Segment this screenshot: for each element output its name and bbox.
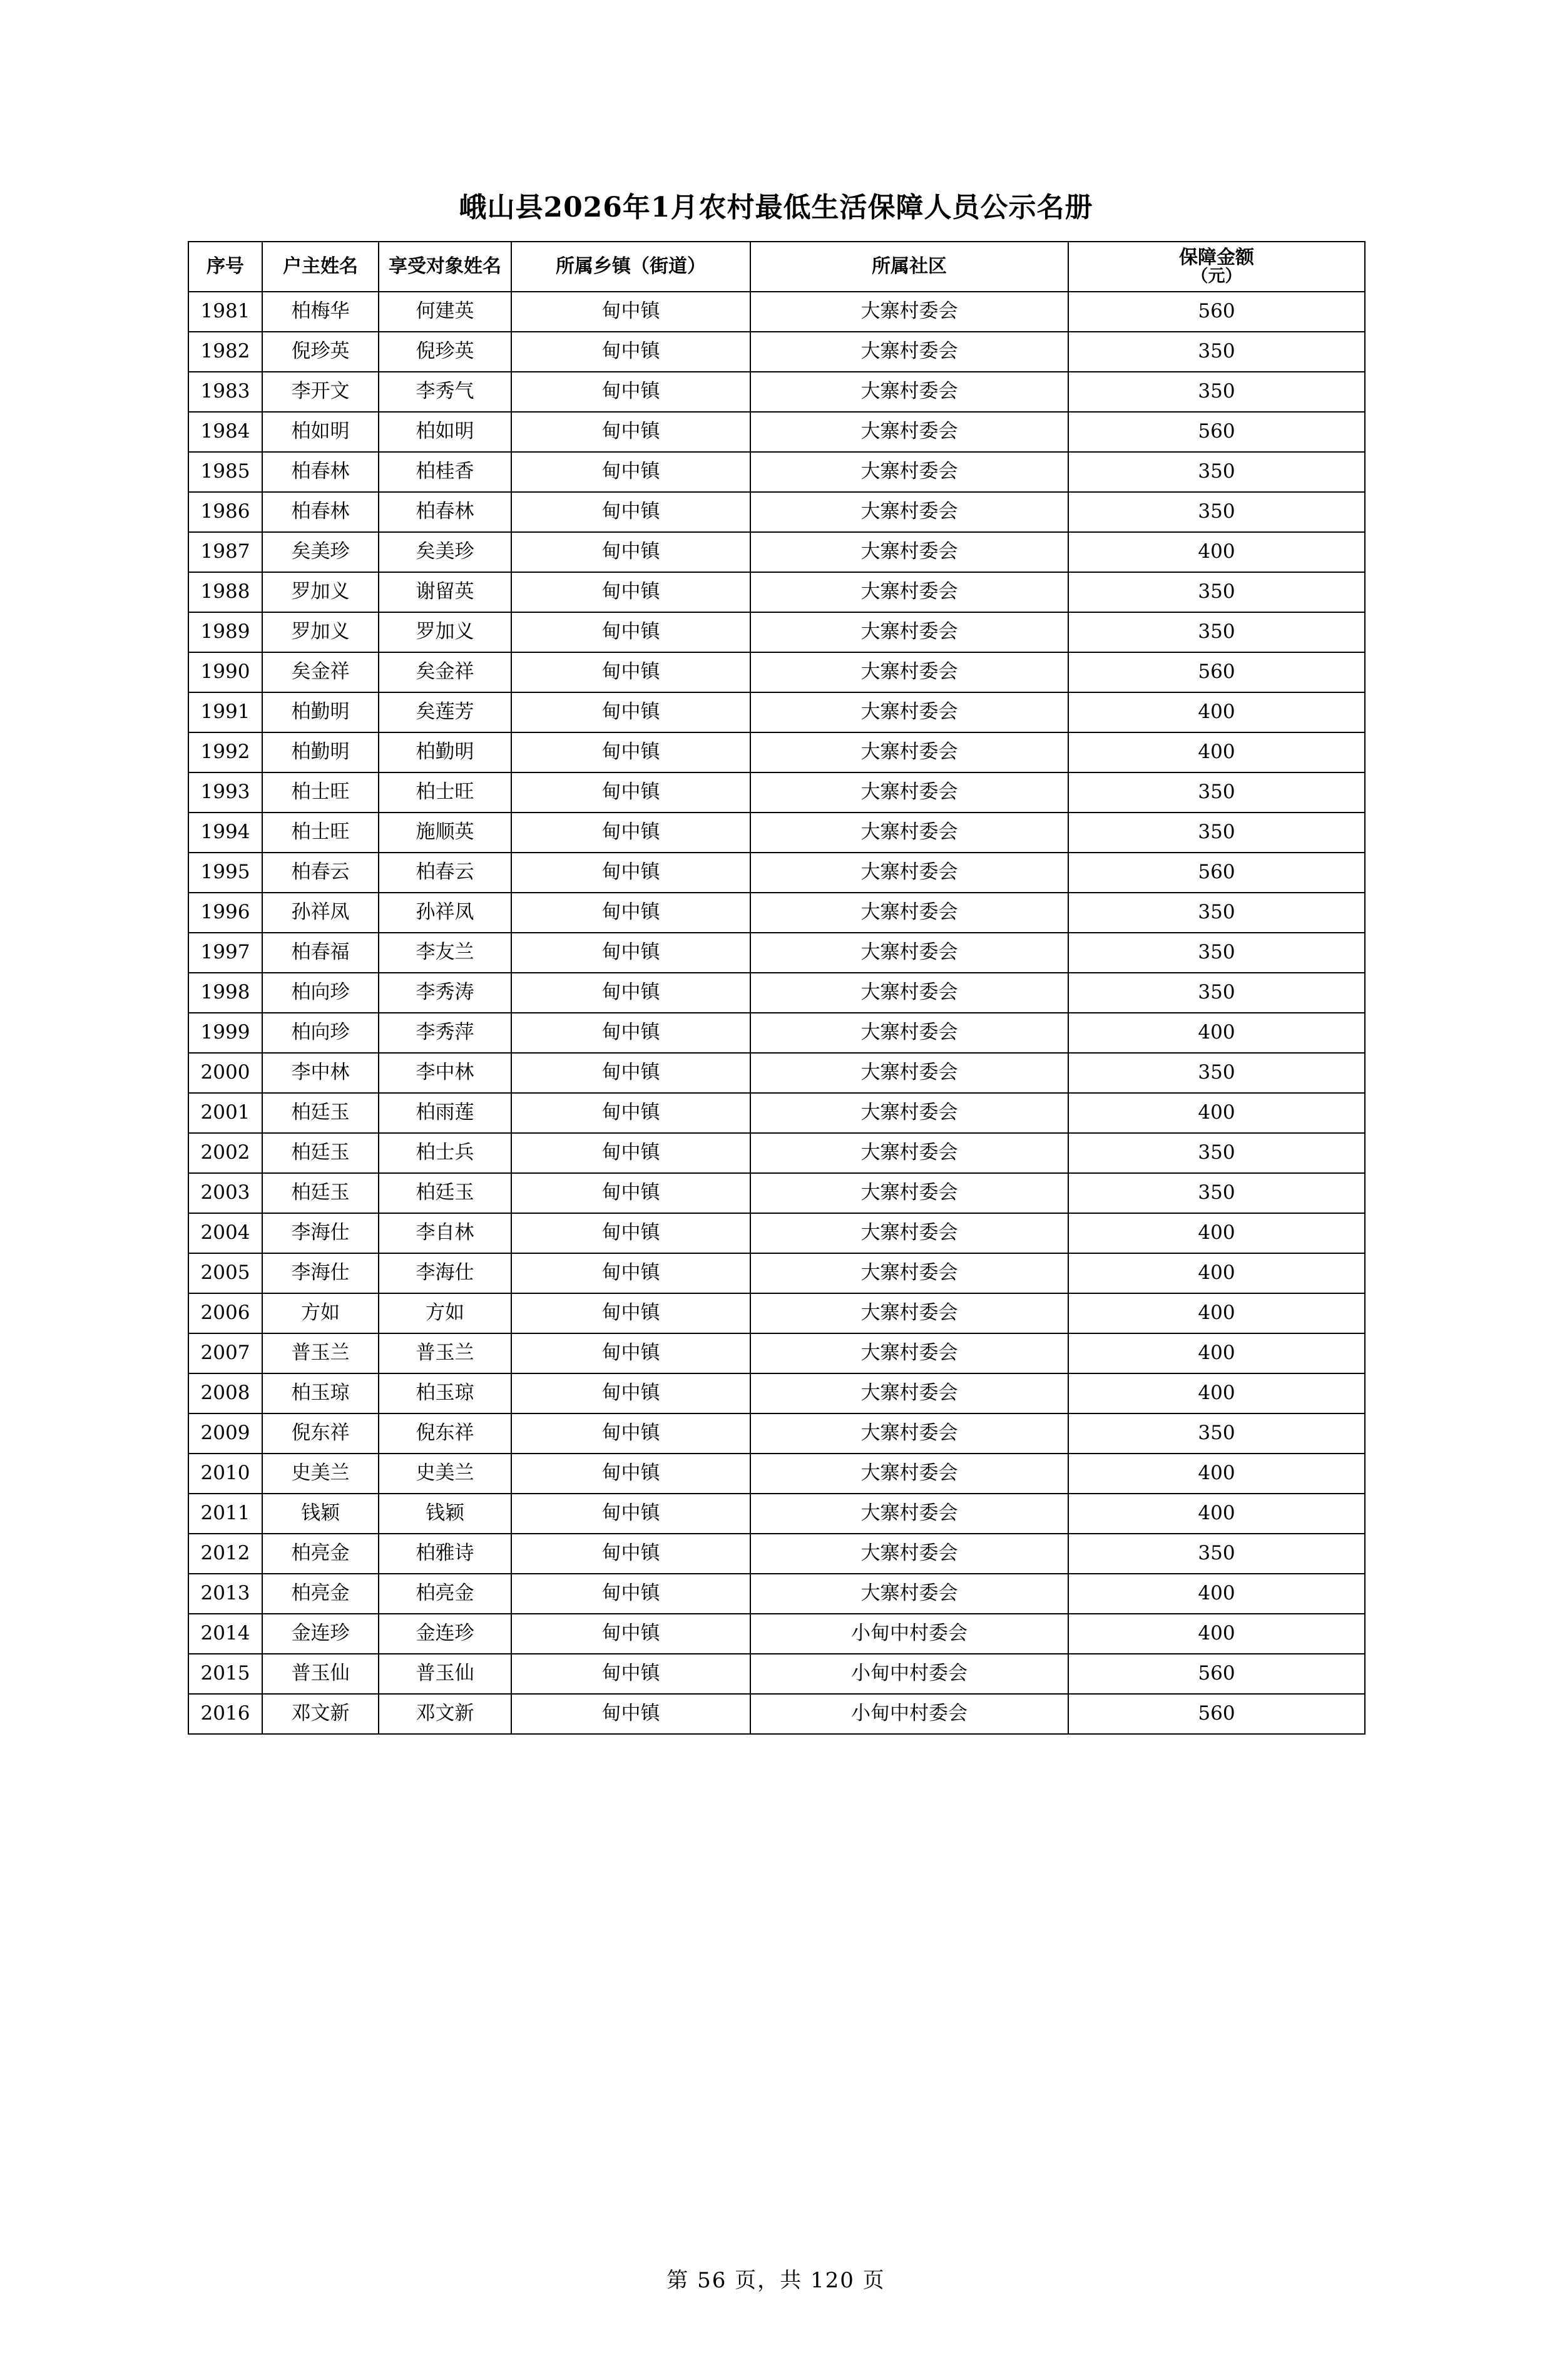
cell-amount: 350 — [1068, 612, 1365, 652]
cell-amount: 350 — [1068, 893, 1365, 933]
cell-community: 大寨村委会 — [750, 1293, 1068, 1333]
cell-town: 甸中镇 — [511, 372, 750, 412]
cell-householder: 金连珍 — [262, 1614, 379, 1654]
cell-amount: 350 — [1068, 572, 1365, 612]
cell-town: 甸中镇 — [511, 652, 750, 692]
table-row — [188, 732, 1365, 772]
table-row — [188, 853, 1365, 893]
cell-community: 大寨村委会 — [750, 1373, 1068, 1413]
cell-householder: 方如 — [262, 1293, 379, 1333]
cell-index: 2016 — [188, 1694, 262, 1734]
cell-index: 2006 — [188, 1293, 262, 1333]
cell-index: 2008 — [188, 1373, 262, 1413]
cell-index: 2015 — [188, 1654, 262, 1694]
cell-recipient: 柏亮金 — [379, 1574, 511, 1614]
roster-table-container — [188, 241, 1364, 1735]
column-header-amount-unit: （元） — [1191, 266, 1242, 286]
roster-table — [188, 241, 1366, 1735]
cell-town: 甸中镇 — [511, 532, 750, 572]
cell-amount: 350 — [1068, 1053, 1365, 1093]
cell-recipient: 李秀萍 — [379, 1013, 511, 1053]
cell-community: 大寨村委会 — [750, 933, 1068, 973]
cell-householder: 倪东祥 — [262, 1413, 379, 1454]
cell-town: 甸中镇 — [511, 692, 750, 732]
table-row — [188, 1133, 1365, 1173]
cell-community: 小甸中村委会 — [750, 1654, 1068, 1694]
cell-recipient: 柏士旺 — [379, 772, 511, 813]
cell-index: 2001 — [188, 1093, 262, 1133]
table-row — [188, 973, 1365, 1013]
cell-amount: 350 — [1068, 813, 1365, 853]
cell-community: 大寨村委会 — [750, 372, 1068, 412]
cell-householder: 柏亮金 — [262, 1574, 379, 1614]
cell-householder: 李海仕 — [262, 1253, 379, 1293]
cell-recipient: 柏春林 — [379, 492, 511, 532]
cell-recipient: 李海仕 — [379, 1253, 511, 1293]
cell-recipient: 罗加义 — [379, 612, 511, 652]
cell-amount: 560 — [1068, 1654, 1365, 1694]
cell-recipient: 矣金祥 — [379, 652, 511, 692]
cell-recipient: 谢留英 — [379, 572, 511, 612]
table-row — [188, 1454, 1365, 1494]
table-row — [188, 1093, 1365, 1133]
cell-index: 2003 — [188, 1173, 262, 1213]
cell-amount: 400 — [1068, 1293, 1365, 1333]
cell-index: 1982 — [188, 332, 262, 372]
cell-index: 1996 — [188, 893, 262, 933]
cell-householder: 柏玉琼 — [262, 1373, 379, 1413]
cell-householder: 李开文 — [262, 372, 379, 412]
column-header-householder: 户主姓名 — [262, 242, 379, 292]
cell-householder: 矣美珍 — [262, 532, 379, 572]
cell-town: 甸中镇 — [511, 933, 750, 973]
table-row — [188, 292, 1365, 332]
cell-community: 大寨村委会 — [750, 292, 1068, 332]
cell-town: 甸中镇 — [511, 612, 750, 652]
table-row — [188, 933, 1365, 973]
cell-community: 大寨村委会 — [750, 652, 1068, 692]
cell-community: 大寨村委会 — [750, 1053, 1068, 1093]
table-row — [188, 772, 1365, 813]
column-header-amount — [1068, 242, 1365, 292]
page-title: 峨山县2026年1月农村最低生活保障人员公示名册 — [459, 192, 1093, 223]
cell-index: 1986 — [188, 492, 262, 532]
cell-town: 甸中镇 — [511, 1574, 750, 1614]
cell-index: 2007 — [188, 1333, 262, 1373]
cell-recipient: 柏桂香 — [379, 452, 511, 492]
cell-amount: 350 — [1068, 1534, 1365, 1574]
cell-community: 大寨村委会 — [750, 612, 1068, 652]
cell-recipient: 柏玉琼 — [379, 1373, 511, 1413]
cell-town: 甸中镇 — [511, 1293, 750, 1333]
cell-recipient: 李自林 — [379, 1213, 511, 1253]
cell-recipient: 何建英 — [379, 292, 511, 332]
cell-householder: 柏春云 — [262, 853, 379, 893]
cell-town: 甸中镇 — [511, 332, 750, 372]
cell-town: 甸中镇 — [511, 1093, 750, 1133]
cell-recipient: 李友兰 — [379, 933, 511, 973]
cell-amount: 400 — [1068, 1614, 1365, 1654]
table-row — [188, 532, 1365, 572]
table-row — [188, 452, 1365, 492]
cell-recipient: 普玉仙 — [379, 1654, 511, 1694]
cell-town: 甸中镇 — [511, 1333, 750, 1373]
cell-community: 大寨村委会 — [750, 1494, 1068, 1534]
cell-index: 1995 — [188, 853, 262, 893]
cell-index: 2004 — [188, 1213, 262, 1253]
cell-amount: 400 — [1068, 692, 1365, 732]
table-row — [188, 492, 1365, 532]
cell-householder: 邓文新 — [262, 1694, 379, 1734]
cell-householder: 罗加义 — [262, 572, 379, 612]
cell-town: 甸中镇 — [511, 893, 750, 933]
cell-amount: 350 — [1068, 1413, 1365, 1454]
cell-amount: 400 — [1068, 1093, 1365, 1133]
cell-town: 甸中镇 — [511, 1413, 750, 1454]
cell-community: 大寨村委会 — [750, 1333, 1068, 1373]
cell-amount: 560 — [1068, 853, 1365, 893]
cell-index: 2012 — [188, 1534, 262, 1574]
cell-householder: 柏廷玉 — [262, 1093, 379, 1133]
cell-index: 1987 — [188, 532, 262, 572]
cell-recipient: 柏勤明 — [379, 732, 511, 772]
cell-index: 1999 — [188, 1013, 262, 1053]
table-row — [188, 1373, 1365, 1413]
table-header-row — [188, 242, 1365, 292]
page-footer: 第 56 页，共 120 页 — [666, 2268, 886, 2293]
cell-recipient: 倪珍英 — [379, 332, 511, 372]
table-row — [188, 893, 1365, 933]
cell-recipient: 施顺英 — [379, 813, 511, 853]
cell-amount: 560 — [1068, 292, 1365, 332]
cell-community: 大寨村委会 — [750, 1093, 1068, 1133]
table-row — [188, 1694, 1365, 1734]
cell-householder: 李海仕 — [262, 1213, 379, 1253]
cell-householder: 柏勤明 — [262, 692, 379, 732]
cell-community: 大寨村委会 — [750, 452, 1068, 492]
cell-recipient: 倪东祥 — [379, 1413, 511, 1454]
cell-recipient: 普玉兰 — [379, 1333, 511, 1373]
cell-index: 2011 — [188, 1494, 262, 1534]
cell-amount: 350 — [1068, 772, 1365, 813]
table-row — [188, 412, 1365, 452]
cell-amount: 350 — [1068, 973, 1365, 1013]
cell-town: 甸中镇 — [511, 292, 750, 332]
cell-index: 1981 — [188, 292, 262, 332]
cell-recipient: 李中林 — [379, 1053, 511, 1093]
cell-community: 大寨村委会 — [750, 973, 1068, 1013]
cell-town: 甸中镇 — [511, 1133, 750, 1173]
cell-householder: 柏勤明 — [262, 732, 379, 772]
cell-householder: 柏春福 — [262, 933, 379, 973]
column-header-index: 序号 — [188, 242, 262, 292]
cell-town: 甸中镇 — [511, 452, 750, 492]
cell-town: 甸中镇 — [511, 973, 750, 1013]
table-body — [188, 292, 1365, 1734]
cell-index: 1992 — [188, 732, 262, 772]
cell-community: 大寨村委会 — [750, 1574, 1068, 1614]
cell-householder: 柏春林 — [262, 452, 379, 492]
cell-recipient: 李秀涛 — [379, 973, 511, 1013]
cell-householder: 孙祥凤 — [262, 893, 379, 933]
table-header — [188, 242, 1365, 292]
column-header-recipient: 享受对象姓名 — [379, 242, 511, 292]
table-row — [188, 572, 1365, 612]
cell-community: 大寨村委会 — [750, 732, 1068, 772]
cell-community: 大寨村委会 — [750, 1253, 1068, 1293]
cell-amount: 400 — [1068, 1454, 1365, 1494]
cell-community: 小甸中村委会 — [750, 1694, 1068, 1734]
table-row — [188, 1293, 1365, 1333]
cell-town: 甸中镇 — [511, 732, 750, 772]
cell-householder: 柏梅华 — [262, 292, 379, 332]
cell-index: 1994 — [188, 813, 262, 853]
cell-town: 甸中镇 — [511, 1694, 750, 1734]
cell-amount: 350 — [1068, 332, 1365, 372]
cell-householder: 钱颖 — [262, 1494, 379, 1534]
cell-recipient: 柏士兵 — [379, 1133, 511, 1173]
cell-index: 2009 — [188, 1413, 262, 1454]
cell-community: 大寨村委会 — [750, 772, 1068, 813]
cell-amount: 350 — [1068, 492, 1365, 532]
cell-amount: 400 — [1068, 1213, 1365, 1253]
cell-amount: 350 — [1068, 933, 1365, 973]
table-row — [188, 692, 1365, 732]
cell-amount: 560 — [1068, 1694, 1365, 1734]
table-row — [188, 1053, 1365, 1093]
document-page — [0, 185, 1552, 2380]
cell-householder: 柏士旺 — [262, 772, 379, 813]
cell-householder: 罗加义 — [262, 612, 379, 652]
cell-amount: 400 — [1068, 1253, 1365, 1293]
table-row — [188, 1534, 1365, 1574]
cell-community: 大寨村委会 — [750, 412, 1068, 452]
cell-index: 1991 — [188, 692, 262, 732]
cell-town: 甸中镇 — [511, 1534, 750, 1574]
cell-amount: 350 — [1068, 1133, 1365, 1173]
cell-amount: 400 — [1068, 1013, 1365, 1053]
cell-index: 1989 — [188, 612, 262, 652]
cell-amount: 400 — [1068, 532, 1365, 572]
cell-amount: 400 — [1068, 1574, 1365, 1614]
table-row — [188, 332, 1365, 372]
cell-town: 甸中镇 — [511, 1373, 750, 1413]
cell-town: 甸中镇 — [511, 1253, 750, 1293]
cell-community: 大寨村委会 — [750, 813, 1068, 853]
cell-index: 1985 — [188, 452, 262, 492]
cell-householder: 柏廷玉 — [262, 1133, 379, 1173]
table-row — [188, 1654, 1365, 1694]
cell-community: 大寨村委会 — [750, 332, 1068, 372]
table-row — [188, 1614, 1365, 1654]
cell-index: 1997 — [188, 933, 262, 973]
cell-householder: 矣金祥 — [262, 652, 379, 692]
cell-index: 2013 — [188, 1574, 262, 1614]
cell-recipient: 李秀气 — [379, 372, 511, 412]
cell-community: 大寨村委会 — [750, 1413, 1068, 1454]
table-row — [188, 1574, 1365, 1614]
table-row — [188, 813, 1365, 853]
cell-recipient: 矣美珍 — [379, 532, 511, 572]
cell-index: 1983 — [188, 372, 262, 412]
cell-community: 大寨村委会 — [750, 1173, 1068, 1213]
cell-recipient: 柏春云 — [379, 853, 511, 893]
cell-index: 2014 — [188, 1614, 262, 1654]
cell-householder: 普玉仙 — [262, 1654, 379, 1694]
cell-amount: 400 — [1068, 1373, 1365, 1413]
cell-amount: 350 — [1068, 452, 1365, 492]
cell-town: 甸中镇 — [511, 1654, 750, 1694]
cell-recipient: 柏雨莲 — [379, 1093, 511, 1133]
cell-index: 2005 — [188, 1253, 262, 1293]
cell-town: 甸中镇 — [511, 813, 750, 853]
table-row — [188, 1173, 1365, 1213]
column-header-amount-label: 保障金额 — [1179, 247, 1254, 269]
cell-recipient: 孙祥凤 — [379, 893, 511, 933]
cell-recipient: 金连珍 — [379, 1614, 511, 1654]
cell-town: 甸中镇 — [511, 1173, 750, 1213]
cell-community: 大寨村委会 — [750, 492, 1068, 532]
table-row — [188, 1013, 1365, 1053]
cell-amount: 400 — [1068, 1333, 1365, 1373]
cell-amount: 560 — [1068, 652, 1365, 692]
table-row — [188, 612, 1365, 652]
column-header-community: 所属社区 — [750, 242, 1068, 292]
cell-community: 大寨村委会 — [750, 1013, 1068, 1053]
cell-householder: 柏廷玉 — [262, 1173, 379, 1213]
cell-householder: 普玉兰 — [262, 1333, 379, 1373]
cell-index: 1993 — [188, 772, 262, 813]
cell-community: 大寨村委会 — [750, 893, 1068, 933]
cell-index: 1998 — [188, 973, 262, 1013]
cell-recipient: 柏廷玉 — [379, 1173, 511, 1213]
cell-community: 大寨村委会 — [750, 1454, 1068, 1494]
table-row — [188, 652, 1365, 692]
cell-amount: 400 — [1068, 732, 1365, 772]
cell-recipient: 邓文新 — [379, 1694, 511, 1734]
cell-householder: 柏如明 — [262, 412, 379, 452]
cell-householder: 李中林 — [262, 1053, 379, 1093]
cell-town: 甸中镇 — [511, 772, 750, 813]
cell-town: 甸中镇 — [511, 853, 750, 893]
cell-town: 甸中镇 — [511, 492, 750, 532]
cell-amount: 350 — [1068, 372, 1365, 412]
cell-index: 2010 — [188, 1454, 262, 1494]
cell-recipient: 柏雅诗 — [379, 1534, 511, 1574]
cell-town: 甸中镇 — [511, 1494, 750, 1534]
table-row — [188, 1333, 1365, 1373]
cell-community: 大寨村委会 — [750, 692, 1068, 732]
cell-community: 大寨村委会 — [750, 532, 1068, 572]
cell-amount: 560 — [1068, 412, 1365, 452]
cell-recipient: 史美兰 — [379, 1454, 511, 1494]
cell-community: 小甸中村委会 — [750, 1614, 1068, 1654]
cell-town: 甸中镇 — [511, 1213, 750, 1253]
table-row — [188, 372, 1365, 412]
cell-index: 2000 — [188, 1053, 262, 1093]
table-row — [188, 1213, 1365, 1253]
cell-recipient: 矣莲芳 — [379, 692, 511, 732]
cell-town: 甸中镇 — [511, 572, 750, 612]
cell-recipient: 柏如明 — [379, 412, 511, 452]
cell-town: 甸中镇 — [511, 412, 750, 452]
cell-index: 1990 — [188, 652, 262, 692]
cell-householder: 柏向珍 — [262, 1013, 379, 1053]
cell-town: 甸中镇 — [511, 1454, 750, 1494]
cell-town: 甸中镇 — [511, 1013, 750, 1053]
cell-community: 大寨村委会 — [750, 1133, 1068, 1173]
cell-community: 大寨村委会 — [750, 1213, 1068, 1253]
cell-amount: 350 — [1068, 1173, 1365, 1213]
cell-householder: 柏亮金 — [262, 1534, 379, 1574]
cell-recipient: 方如 — [379, 1293, 511, 1333]
cell-recipient: 钱颖 — [379, 1494, 511, 1534]
cell-householder: 史美兰 — [262, 1454, 379, 1494]
cell-town: 甸中镇 — [511, 1053, 750, 1093]
cell-index: 1988 — [188, 572, 262, 612]
cell-householder: 柏向珍 — [262, 973, 379, 1013]
table-row — [188, 1494, 1365, 1534]
cell-householder: 柏士旺 — [262, 813, 379, 853]
cell-community: 大寨村委会 — [750, 853, 1068, 893]
column-header-town: 所属乡镇（街道） — [511, 242, 750, 292]
cell-community: 大寨村委会 — [750, 1534, 1068, 1574]
cell-amount: 400 — [1068, 1494, 1365, 1534]
table-row — [188, 1253, 1365, 1293]
cell-town: 甸中镇 — [511, 1614, 750, 1654]
cell-community: 大寨村委会 — [750, 572, 1068, 612]
cell-index: 1984 — [188, 412, 262, 452]
table-row — [188, 1413, 1365, 1454]
cell-index: 2002 — [188, 1133, 262, 1173]
cell-householder: 柏春林 — [262, 492, 379, 532]
cell-householder: 倪珍英 — [262, 332, 379, 372]
